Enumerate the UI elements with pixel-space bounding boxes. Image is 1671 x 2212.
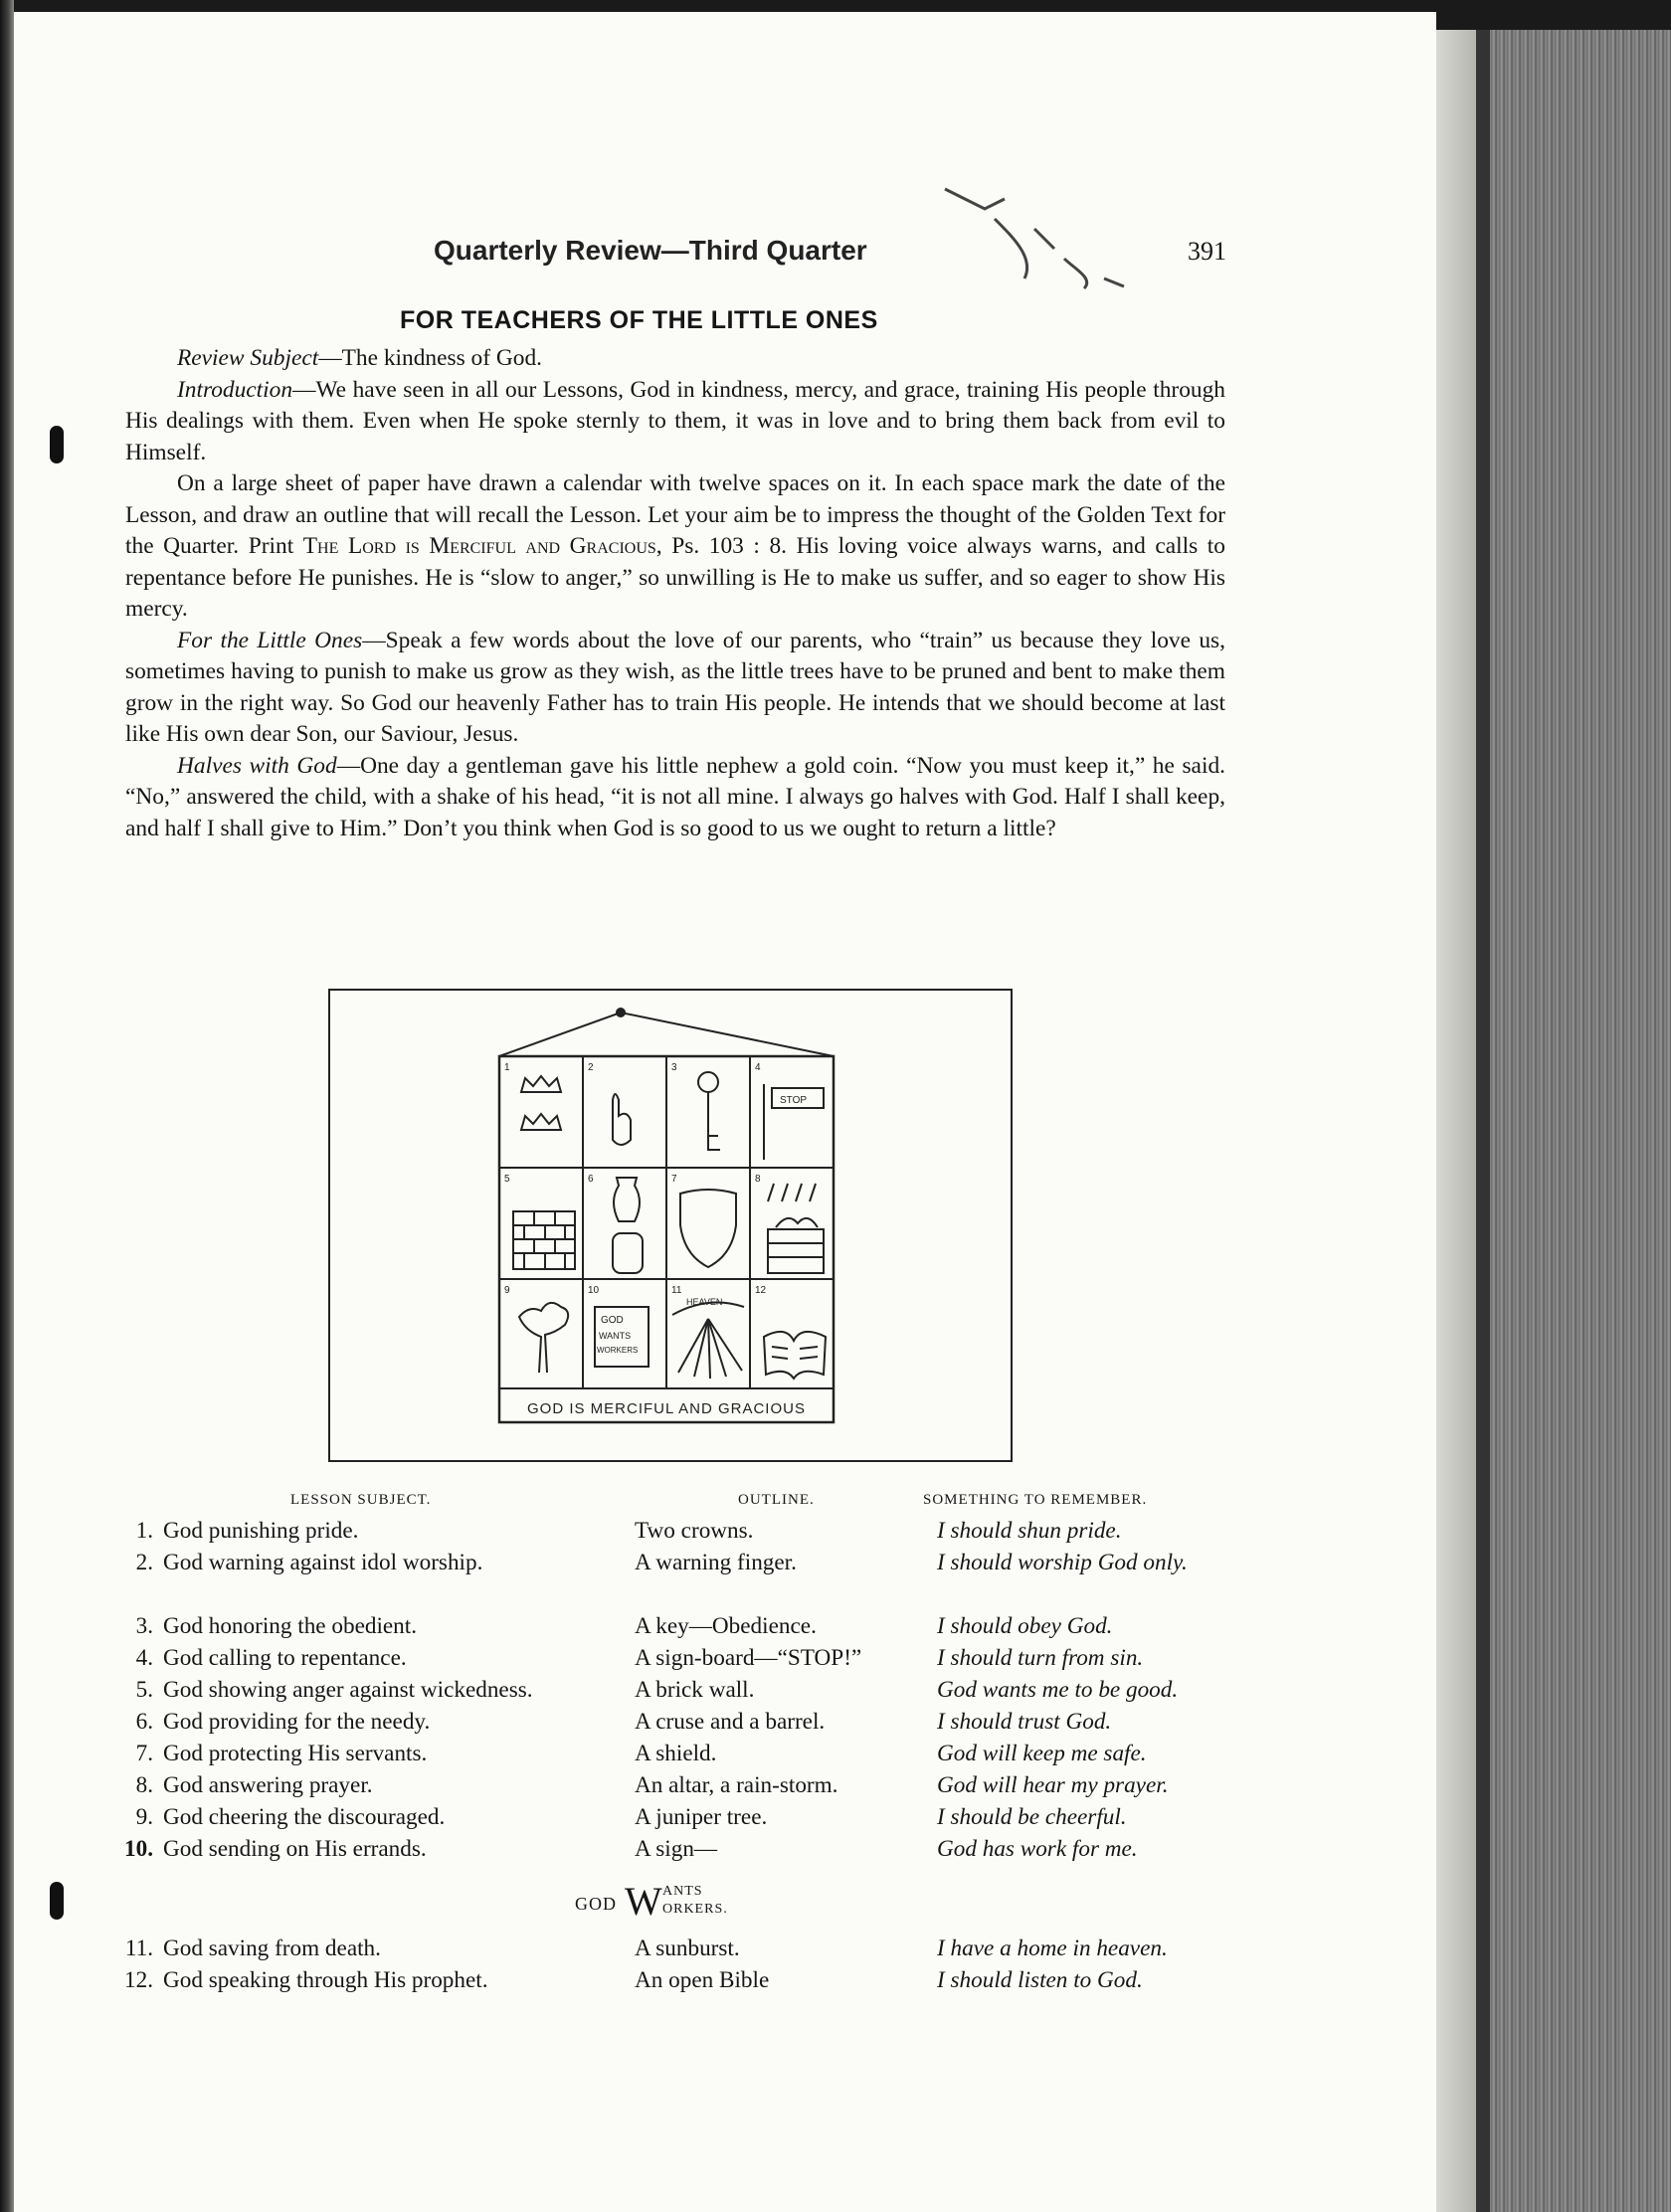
paragraph-little-ones (125, 626, 1225, 751)
lesson-remember: I should shun pride. (937, 1518, 1122, 1544)
cell-number: 7 (671, 1174, 677, 1185)
row-number: 10. (124, 1836, 153, 1862)
book-page-edges (1436, 30, 1671, 2212)
lesson-outline: A juniper tree. (635, 1804, 768, 1830)
brick-wall-icon (513, 1211, 575, 1269)
lesson-subject: God cheering the discouraged. (163, 1804, 446, 1830)
crown-icon (521, 1076, 561, 1092)
lesson-outline: A sunburst. (635, 1936, 740, 1961)
cell-number: 9 (504, 1285, 510, 1296)
golden-text: The Lord is Merciful and Gracious (302, 533, 656, 559)
body-text (125, 343, 1225, 844)
cell-number: 3 (671, 1062, 677, 1073)
lesson-subject: God speaking through His prophet. (163, 1967, 488, 1993)
crown-icon (521, 1114, 561, 1130)
cell-number: 8 (755, 1174, 761, 1185)
lesson-remember: I should worship God only. (937, 1550, 1188, 1575)
sign-big-w: W (625, 1879, 662, 1924)
paragraph-halves-with-god (125, 751, 1225, 845)
row-number: 3. (135, 1613, 153, 1639)
section-heading: FOR TEACHERS OF THE LITTLE ONES (400, 306, 878, 334)
lesson-subject: God punishing pride. (163, 1518, 359, 1544)
lesson-subject: God showing anger against wickedness. (163, 1677, 533, 1703)
sign-wants-text: WANTS (599, 1331, 632, 1341)
lesson-outline: A key—Obedience. (635, 1613, 817, 1639)
row-number: 4. (135, 1645, 153, 1671)
paragraph-introduction (125, 375, 1225, 469)
handwritten-scribble (925, 169, 1184, 308)
column-header-outline: OUTLINE. (738, 1492, 815, 1508)
row-number: 2. (135, 1550, 153, 1575)
paragraph-text: —The kindness of God. (318, 345, 543, 371)
lesson-remember: I should turn from sin. (937, 1645, 1144, 1671)
column-header-subject: LESSON SUBJECT. (290, 1492, 432, 1508)
warning-finger-icon (613, 1094, 631, 1145)
paragraph-text: , Ps. 103 : 8. His loving voice always warns, and calls to repentance before He punishes. He is “slow to anger,” so unwilling is He to make us suffer, and so eager to show His mercy. (125, 533, 1225, 622)
page-edge-dark (1476, 30, 1490, 2212)
column-header-remember: SOMETHING TO REMEMBER. (923, 1492, 1148, 1508)
shield-icon (680, 1190, 736, 1267)
punch-hole-bottom (50, 1882, 64, 1920)
lesson-subject: God saving from death. (163, 1936, 381, 1961)
lesson-outline: A sign— (635, 1836, 718, 1862)
cell-number: 1 (504, 1062, 510, 1073)
cell-number: 4 (755, 1062, 761, 1073)
lesson-remember: God has work for me. (937, 1836, 1138, 1862)
cell-number: 12 (755, 1285, 767, 1296)
lesson-remember: I should listen to God. (937, 1967, 1143, 1993)
sign-ants: ANTS (662, 1884, 703, 1899)
stop-sign-text: STOP (780, 1095, 808, 1106)
run-in-heading: Halves with God (177, 752, 337, 779)
lesson-outline: An open Bible (635, 1967, 770, 1993)
run-in-heading: For the Little Ones (177, 627, 363, 653)
paragraph-text: —One day a gentleman gave his little nephew a gold coin. “Now you must keep it,” he said. “No,” answered the child, with a shake of his head, “it is not all mine. I always go halves with God. Half I shall keep, and half I shall give to Him.” Don’t you think when God is so good to us we ought to return a little? (125, 752, 1225, 841)
lesson-outline: An altar, a rain-storm. (635, 1772, 838, 1798)
cell-number: 10 (588, 1285, 600, 1296)
figure-caption: GOD IS MERCIFUL AND GRACIOUS (527, 1400, 806, 1417)
lesson-subject: God calling to repentance. (163, 1645, 407, 1671)
book-gutter-edge (0, 0, 14, 2212)
hanging-nail (616, 1008, 626, 1017)
row-number: 11. (124, 1936, 153, 1961)
lesson-subject: God sending on His errands. (163, 1836, 427, 1862)
row-number: 7. (135, 1741, 153, 1766)
lesson-remember: I have a home in heaven. (937, 1936, 1168, 1961)
sunburst-icon (672, 1303, 744, 1380)
lesson-remember: God will keep me safe. (937, 1741, 1147, 1766)
lesson-subject: God protecting His servants. (163, 1741, 428, 1766)
sign-word-god: GOD (575, 1894, 617, 1914)
running-head: Quarterly Review—Third Quarter (434, 235, 867, 266)
row-number: 8. (135, 1772, 153, 1798)
lesson-outline: A cruse and a barrel. (635, 1709, 826, 1735)
page-number: 391 (1188, 237, 1226, 266)
run-in-heading: Review Subject (177, 345, 319, 371)
cell-number: 2 (588, 1062, 594, 1073)
lesson-subject: God providing for the needy. (163, 1709, 431, 1735)
lesson-subject: God answering prayer. (163, 1772, 373, 1798)
calendar-illustration (328, 989, 1013, 1462)
lesson-outline: A sign-board—“STOP!” (635, 1645, 862, 1671)
lesson-subject: God warning against idol worship. (163, 1550, 483, 1575)
lesson-remember: I should obey God. (937, 1613, 1113, 1639)
cell-number: 11 (671, 1285, 682, 1296)
key-shaft (708, 1092, 720, 1150)
heaven-label: HEAVEN (686, 1297, 723, 1307)
lesson-remember: I should be cheerful. (937, 1804, 1127, 1830)
row-number: 1. (135, 1518, 153, 1544)
cell-number: 6 (588, 1174, 594, 1185)
altar-icon (768, 1218, 824, 1273)
lesson-outline: A brick wall. (635, 1677, 755, 1703)
lesson-remember: God wants me to be good. (937, 1677, 1179, 1703)
lesson-outline: A warning finger. (635, 1550, 797, 1575)
paragraph-text: —We have seen in all our Lessons, God in kindness, mercy, and grace, training His people through His dealings with them. Even when He spoke sternly to them, it was in love and to bring them back from evil to Himself. (125, 376, 1225, 465)
rain-storm-icon (768, 1184, 816, 1201)
row-number: 5. (135, 1677, 153, 1703)
lesson-remember: I should trust God. (937, 1709, 1112, 1735)
cell-number: 5 (504, 1174, 510, 1185)
paragraph-review-subject (125, 343, 1225, 375)
open-bible-icon (764, 1332, 826, 1379)
key-icon (698, 1072, 718, 1092)
sign-god-text: GOD (601, 1315, 624, 1326)
barrel-icon (613, 1233, 643, 1273)
row-number: 12. (124, 1967, 153, 1993)
sign-orkers: ORKERS. (662, 1902, 728, 1917)
row-number: 6. (135, 1709, 153, 1735)
lesson-remember: God will hear my prayer. (937, 1772, 1169, 1798)
paragraph-text: —Speak a few words about the love of our parents, who “train” us because they love us, sometimes having to punish to make us grow as they wish, as the little trees have to be pruned and bent to make them grow in the right way. So God our heavenly Father has to train His people. He intends that we should become at last like His own dear Son, our Saviour, Jesus. (125, 627, 1225, 747)
paragraph-text: On a large sheet of paper have drawn a calendar with twelve spaces on it. In each space mark the date of the Lesson, and draw an outline that will recall the Lesson. Let your aim be to impress the thought of the Golden Text for the Quarter. Print (125, 470, 1225, 559)
paragraph-calendar (125, 468, 1225, 626)
cruse-icon (614, 1178, 640, 1221)
lesson-subject: God honoring the obedient. (163, 1613, 418, 1639)
row-number: 9. (135, 1804, 153, 1830)
punch-hole-top (50, 426, 64, 463)
run-in-heading: Introduction (177, 376, 293, 403)
lesson-outline: Two crowns. (635, 1518, 754, 1544)
page-edge-light (1436, 30, 1476, 2212)
sign-workers-text: WORKERS (597, 1346, 639, 1355)
lesson-outline: A shield. (635, 1741, 717, 1766)
juniper-tree-icon (519, 1303, 568, 1373)
roof-triangle (499, 1013, 834, 1056)
